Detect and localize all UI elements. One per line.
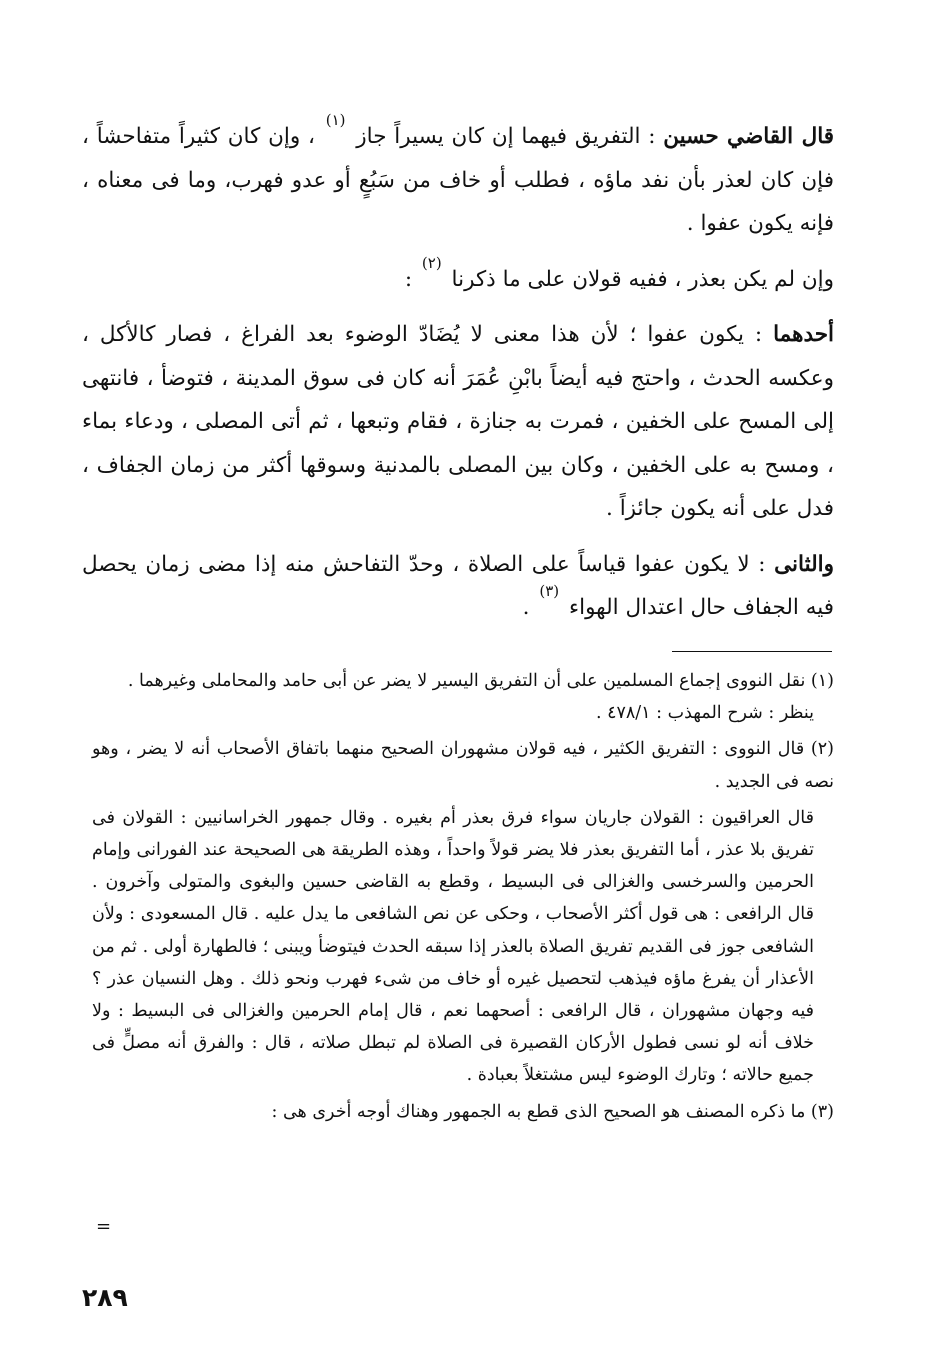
footnote-1: (١) نقل النووى إجماع المسلمين على أن التفريق اليسير لا يضر عن أبى حامد والمحاملى وغيرهما . bbox=[127, 671, 834, 691]
paragraph-2 bbox=[82, 253, 834, 302]
footnote-1-reference: ينظر : شرح المهذب : ٤٧٨/١ . bbox=[595, 703, 814, 724]
footnote-ref-2: (٢) bbox=[421, 253, 442, 272]
paragraph-1-text-b: ، وإن كان كثيراً متفاحشاً ، فإن كان لعذر بأن نفد ماؤه ، فطلب أو خاف من سَبُعٍ أو عدو فهرب، وما فى معناه ، فإنه يكون عفوا . bbox=[82, 124, 834, 236]
footnote-2: (٢) قال النووى : التفريق الكثير ، فيه قولان مشهوران الصحيح منهما باتفاق الأصحاب أنه لا يضر ، وهو نصه فى الجديد . bbox=[92, 739, 834, 792]
footnote-3: (٣) ما ذكره المصنف هو الصحيح الذى قطع به الجمهور وهناك أوجه أخرى هى : bbox=[271, 1101, 834, 1122]
main-text bbox=[82, 111, 835, 642]
paragraph-2-text-b: : bbox=[404, 266, 413, 292]
paragraph-4-text-b: . bbox=[522, 595, 530, 620]
paragraph-4-heading: والثانى bbox=[774, 551, 834, 577]
paragraph-4 bbox=[82, 543, 834, 630]
paragraph-1-heading: قال القاضي حسين bbox=[663, 124, 835, 149]
paragraph-3 bbox=[82, 313, 834, 531]
paragraph-1-text-a: : التفريق فيهما إن كان يسيراً جاز bbox=[356, 124, 656, 149]
footnote-2-continuation: قال العراقيون : القولان جاريان سواء فرق بعذر أم بغيره . وقال جمهور الخراسانيين : القولان فى تفريق بلا عذر ، أما التفريق بعذر فلا يضر قولاً واحداً ، وهذه الطريقة هى الصحيحة عند الفورانى وإمام الحرمين والسرخسى والغزالى فى البسيط ، وقطع به القاضى حسين والبغوى والمتولى وآخرون . قال الرافعى : هى قول أكثر الأصحاب ، وحكى عن نص الشافعى ما يدل عليه . قال المسعودى : ولأن الشافعى جوز فى القديم تفريق الصلاة بالعذر إذا سبقه الحدث فيتوضأ ويبنى ؛ فالطهارة أولى . ثم من الأعذار أن يفرغ ماؤه فيذهب لتحصيل غيره أو خاف من شىء فهرب ونحو ذلك . وهل النسيان عذر ؟ فيه وجهان مشهوران ، قال الرافعى : أصحهما نعم ، قال إمام الحرمين والغزالى فى البسيط : ولا خلاف أنه لو نسى فطول الأركان القصيرة فى الصلاة لم تبطل صلاته ، قال : والفرق أنه مصلٍّ فى جميع حالاته ؛ وتارك الوضوء ليس مشتغلاً بعبادة . bbox=[92, 807, 814, 1086]
footnotes bbox=[92, 665, 834, 1128]
footnote-ref-1: (١) bbox=[325, 111, 346, 129]
continuation-mark: = bbox=[96, 1216, 112, 1237]
paragraph-4-text-a: : لا يكون عفوا قياساً على الصلاة ، وحدّ التفاحش منه إذا مضى زمان يحصل فيه الجفاف حال اعتدال الهواء bbox=[82, 551, 834, 620]
paragraph-3-text: : يكون عفوا ؛ لأن هذا معنى لا يُضَادّ الوضوء بعد الفراغ ، فصار كالأكل ، وعكسه الحدث ، واحتج فيه أيضاً بابْنِ عُمَرَ أنه كان فى سوق المدينة ، فتوضأ ، فانتهى إلى المسح على الخفين ، فمرت به جنازة ، فقام وتبعها ، ثم أتى المصلى ، ودعاء بماء ، ومسح به على الخفين ، وكان بين المصلى بالمدنية وسوقها أكثر من زمان الجفاف ، فدل على أنه يكون جائزاً . bbox=[82, 322, 834, 521]
paragraph-2-text-a: وإن لم يكن بعذر ، ففيه قولان على ما ذكرنا bbox=[451, 266, 834, 292]
page-number: ٢٨٩ bbox=[82, 1283, 128, 1312]
paragraph-3-heading: أحدهما bbox=[773, 322, 834, 347]
paragraph-1 bbox=[82, 111, 835, 246]
footnote-divider bbox=[672, 651, 832, 652]
footnote-ref-3: (٣) bbox=[539, 582, 560, 600]
